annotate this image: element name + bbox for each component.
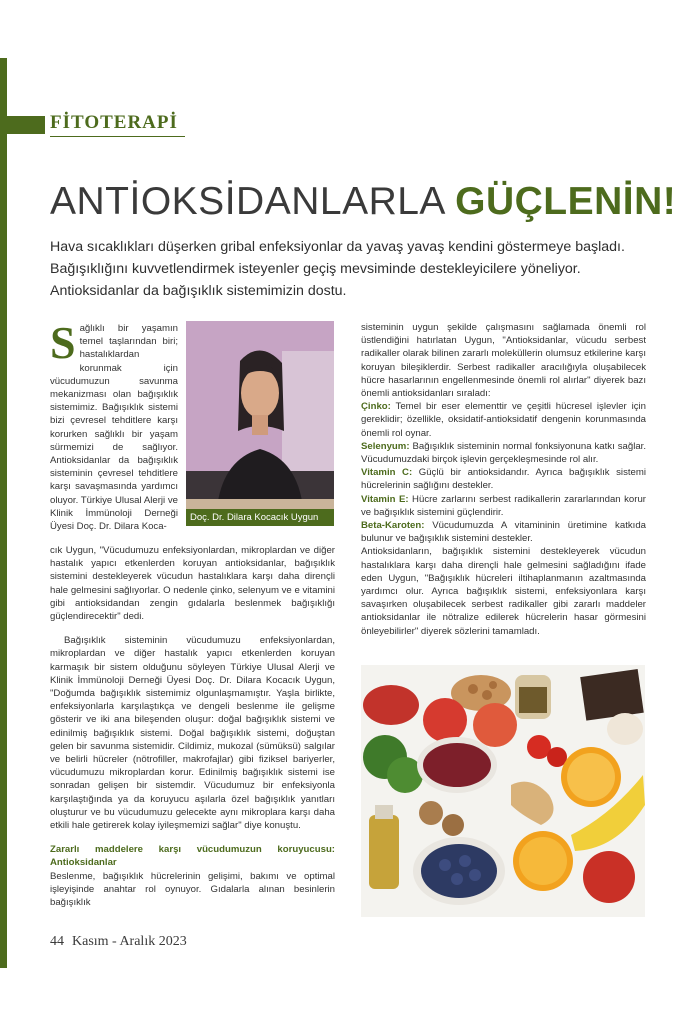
nutrient-term: Selenyum: [361, 440, 410, 452]
left-accent-bar [0, 58, 7, 968]
page-number: 44 [50, 934, 64, 949]
title-bold: GÜÇLENİN! [455, 180, 677, 223]
nutrient-desc: Vücudumuzda A vitamininin üretimine katkıda bulunur ve bağışıklık sistemini destekler. [361, 520, 646, 545]
intro-text: ağlıklı bir yaşamın temel taşlarından biri; hastalıklardan korunmak için vücudumuzun savunma mekanizması olan bağışıklık sistemimiz. Bağışıklık sistemi bizi çevresel tehditlere karşı korurken sağlıklı bir yaşam sürmemizi de sağlıyor. Antioksidanlar da bağışıklık sisteminin çevresel tehditlere karşı savaşmasında yardımcı oluyor. Türkiye Ulusal Alerji ve Klinik İmmünoloji Derneği Üyesi Doç. Dr. Dilara Koca- [50, 323, 178, 533]
section-tag [0, 110, 190, 136]
portrait-caption: Doç. Dr. Dilara Kocacık Uygun [186, 509, 334, 526]
intro-continued: cık Uygun, "Vücudumuzu enfeksiyonlardan, mikroplardan ve diğer hastalık yapıcı etkenlerden koruyan antioksidanlar, bağışıklık sistemini destekleyerek vücudun hastalıklara karşı daha dirençli hale gelmesini sağlıyorlar. O nedenle çinko, selenyum ve e vitamini gibi antioksidandan zengin gıdalarla beslenmek bağışıklığı güçlendirecektir" dedi. [50, 545, 335, 623]
nutrient-zinc [361, 400, 646, 440]
nutrient-vitamin-e [361, 493, 646, 519]
nutrient-term: Beta-Karoten: [361, 520, 425, 532]
author-portrait [186, 321, 334, 526]
page-title [50, 180, 676, 224]
food-illustration [361, 665, 645, 917]
page-footer [50, 934, 187, 950]
nutrient-desc: Bağışıklık sisteminin normal fonksiyonuna katkı sağlar. Vücudumuzdaki birçok işlevin gerçekleşmesinde rol alır. [361, 440, 646, 466]
nutrient-term: Çinko: [361, 401, 391, 413]
nutrient-beta-carotene [361, 519, 646, 545]
nutrient-term: Vitamin C: [361, 467, 413, 479]
nutrient-desc: Temel bir eser elementtir ve çeşitli hücresel işlevler için gereklidir; özellikle, oksidatif-antioksidatif dengenin korunmasında önemli rol oynar. [361, 401, 646, 439]
nutrient-selenium [361, 440, 646, 466]
title-light: ANTİOKSİDANLARLA [50, 180, 456, 223]
right-intro: sisteminin uygun şekilde çalışmasını sağlamada önemli rol üstlendiğini hatırlatan Uygun, "Antioksidanlar, vücudu serbest radikaller olarak bilinen zararlı moleküllerin olumsuz etkilerine karşı koruyan bileşiklerdir. Serbest radikaller aracılığıyla oluşabilecek hücre hasarlarının engellenmesinde önemli rol alırlar" diyerek bazı önemli antioksidanları sıraladı: [361, 322, 646, 400]
nutrient-desc: Güçlü bir antioksidandır. Ayrıca bağışıklık sistemi hücrelerinin sağlığını destekler. [361, 467, 646, 492]
intro-paragraph [50, 317, 178, 533]
portrait-illustration [186, 321, 334, 526]
nutrient-vitamin-c [361, 466, 646, 492]
subheading: Zararlı maddelere karşı vücudumuzun koruyucusu: Antioksidanlar [50, 844, 335, 869]
paragraph-3: Beslenme, bağışıklık hücrelerinin gelişimi, bakımı ve optimal işleyişinde anahtar rol oynuyor. Gıdalarla alınan besinlerin bağışıklık [50, 870, 335, 909]
paragraph-2: Bağışıklık sisteminin vücudumuzu enfeksiyonlardan, mikroplardan ve diğer hastalık yapıcı etkenlerden koruyan karmaşık bir sistem olduğunu söyleyen Türkiye Ulusal Alerji ve Klinik İmmünoloji Derneği Üyesi Doç. Dr. Dilara Kocacık Uygun, "Doğumda bağışıklık sistemimiz olgunlaşmamıştır. Yaşla birlikte, enfeksiyonlarla karşılaştıkça ve dengeli beslenme ile gelişme gösterir ve iki ana bileşenden oluşur: doğal bağışıklık sistemi ve edinilmiş bağışıklık sistemi. Doğal bağışıklık sistemi, doğuştan gelen bir savunma sistemidir. Cildimiz, mukozal (sümüksü) salgılar ve belirli hücreler (nötrofiller, makrofajlar) gibi fiziksel bariyerler, vücudumuzu mikroplardan korur. Edinilmiş bağışıklık sistemi ise sonradan gelişen bir sistemdir. Vücudumuz bir enfeksiyonla karşılaştığında ya da koruyucu aşılarla özel bağışıklık yanıtları oluşturur ve bu vücudumuzu gelecekte aynı mikroplara karşı daha etkili hale getirerek kolay iyileşmemizi sağlar" diye konuştu. [50, 635, 335, 832]
section-tag-block [0, 116, 45, 134]
antioxidant-foods-photo [361, 665, 645, 917]
nutrient-desc: Hücre zarlarını serbest radikallerin zararlarından korur ve bağışıklık sistemini güçlendirir. [361, 493, 646, 518]
left-column-body [50, 544, 335, 909]
right-column-body [361, 321, 646, 638]
section-underline [50, 136, 185, 137]
nutrient-term: Vitamin E: [361, 493, 409, 505]
right-closing: Antioksidanların, bağışıklık sistemini destekleyerek vücudun hastalıklara karşı daha dirençli hale gelmesini sağladığını ifade eden Uygun, "Bağışıklık hücreleri iltihaplanmanın azaltmasında yardımcı olur. Ayrıca bağışıklık sistemi, enfeksiyonlara karşı savaşırken oluşabilecek serbest radikaller gibi zararlı maddeler antioksidanlar ile nötralize edilerek hücrelerin hasar görmesini önleyebilirler" diyerek sözlerini tamamladı. [361, 546, 646, 637]
lede-paragraph: Hava sıcaklıkları düşerken gribal enfeksiyonlar da yavaş yavaş kendini göstermeye başladı. Bağışıklığını kuvvetlendirmek isteyenler geçiş mevsiminde destekleyicilere yöneliyor. Antioksidanlar da bağışıklık sistemimizin dostu. [50, 239, 625, 299]
section-label: FİTOTERAPİ [50, 112, 178, 133]
dropcap: S [50, 317, 76, 368]
issue-date: Kasım - Aralık 2023 [72, 934, 187, 949]
